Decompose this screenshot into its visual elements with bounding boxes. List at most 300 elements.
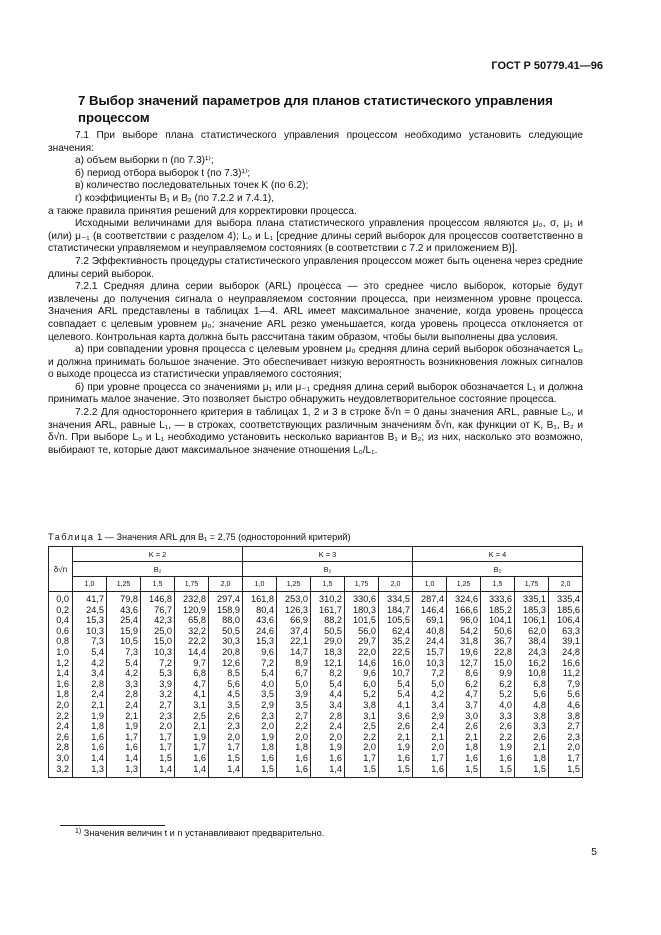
arl-value: 24,3	[528, 646, 546, 657]
arl-value: 9,7	[193, 657, 206, 668]
arl-value: 38,4	[528, 636, 546, 647]
delta-value: 0,8	[56, 636, 69, 647]
arl-value: 16,2	[528, 657, 546, 668]
table-caption-text: 1 — Значения ARL для B₁ = 2,75 (односторонний критерий)	[94, 532, 351, 542]
arl-value: 9,6	[261, 646, 274, 657]
arl-value: 50,5	[222, 625, 240, 636]
arl-value: 12,6	[222, 657, 240, 668]
arl-value: 184,7	[387, 604, 410, 615]
arl-value: 1,5	[397, 763, 410, 774]
arl-value: 5,6	[533, 689, 546, 700]
arl-value: 3,6	[397, 710, 410, 721]
arl-value: 1,7	[363, 752, 376, 763]
arl-value: 40,8	[426, 625, 444, 636]
arl-value: 1,4	[193, 763, 206, 774]
arl-value: 10,8	[528, 668, 546, 679]
arl-value: 3,0	[465, 710, 478, 721]
arl-value: 3,2	[159, 689, 172, 700]
arl-value: 166,6	[455, 604, 478, 615]
arl-value: 3,9	[159, 678, 172, 689]
arl-value: 1,9	[329, 742, 342, 753]
arl-value: 18,3	[324, 646, 342, 657]
arl-value: 10,5	[120, 636, 138, 647]
arl-value: 1,6	[295, 752, 308, 763]
arl-value: 2,8	[329, 710, 342, 721]
arl-value: 4,1	[193, 689, 206, 700]
arl-value: 7,3	[91, 636, 104, 647]
arl-value: 2,6	[465, 721, 478, 732]
arl-value: 16,6	[562, 657, 580, 668]
arl-value: 3,3	[125, 678, 138, 689]
arl-value: 106,1	[523, 615, 546, 626]
arl-value: 2,0	[431, 742, 444, 753]
arl-value: 5,4	[125, 657, 138, 668]
arl-value: 1,5	[567, 763, 580, 774]
arl-value: 3,4	[431, 699, 444, 710]
arl-value: 35,2	[392, 636, 410, 647]
arl-value: 8,2	[329, 668, 342, 679]
arl-value: 56,0	[358, 625, 376, 636]
arl-value: 22,0	[358, 646, 376, 657]
paragraph: б) при уровне процесса со значениями μ₁ или μ₋₁ средняя длина серий выборок обозначается L₁ и должна принимать малое значение. Это позволяет быстро обнаружить неудовлетворительное состояние процесса.	[48, 381, 583, 406]
arl-value: 5,3	[159, 668, 172, 679]
paragraph: 7.2 Эффективность процедуры статистического управления процессом может быть оценена через средние длины серий выборок.	[48, 255, 583, 280]
arl-value: 1,5	[499, 763, 512, 774]
delta-value: 1,6	[56, 678, 69, 689]
arl-value: 14,7	[290, 646, 308, 657]
arl-value: 25,0	[154, 625, 172, 636]
arl-value: 2,2	[295, 721, 308, 732]
arl-value: 3,8	[363, 699, 376, 710]
arl-value: 5,0	[431, 678, 444, 689]
arl-value: 1,7	[159, 731, 172, 742]
b2-value-header: 2,0	[379, 577, 413, 592]
arl-value: 3,5	[295, 699, 308, 710]
arl-value: 2,3	[159, 710, 172, 721]
arl-value: 2,3	[567, 731, 580, 742]
arl-value: 24,5	[86, 604, 104, 615]
b2-value-header: 2,0	[549, 577, 583, 592]
arl-column	[277, 592, 311, 778]
delta-value: 1,4	[56, 668, 69, 679]
list-item: б) период отбора выборок t (по 7.3)¹⁾;	[75, 167, 251, 179]
arl-value: 2,7	[159, 699, 172, 710]
arl-value: 2,5	[363, 721, 376, 732]
arl-value: 4,1	[397, 699, 410, 710]
arl-value: 1,4	[227, 763, 240, 774]
body-text	[48, 130, 583, 457]
arl-value: 1,4	[159, 763, 172, 774]
arl-value: 62,4	[392, 625, 410, 636]
arl-value: 2,6	[227, 710, 240, 721]
arl-value: 3,4	[329, 699, 342, 710]
arl-value: 1,4	[125, 752, 138, 763]
arl-value: 2,5	[193, 710, 206, 721]
arl-value: 15,3	[86, 615, 104, 626]
arl-value: 3,1	[193, 699, 206, 710]
arl-value: 24,4	[426, 636, 444, 647]
b2-header: B₂	[243, 562, 413, 577]
arl-value: 88,0	[222, 615, 240, 626]
arl-value: 79,8	[120, 594, 138, 604]
arl-value: 1,6	[125, 742, 138, 753]
arl-value: 287,4	[421, 594, 444, 604]
list-item: в) количество последовательных точек K (по 6.2);	[75, 180, 309, 192]
arl-value: 22,8	[494, 646, 512, 657]
arl-value: 50,5	[324, 625, 342, 636]
arl-value: 4,8	[533, 699, 546, 710]
arl-value: 1,5	[261, 763, 274, 774]
arl-value: 14,4	[188, 646, 206, 657]
arl-value: 253,0	[285, 594, 308, 604]
footnote	[75, 828, 324, 838]
arl-value: 297,4	[217, 594, 240, 604]
arl-value: 15,9	[120, 625, 138, 636]
b2-header: B₂	[413, 562, 583, 577]
arl-value: 2,8	[125, 689, 138, 700]
arl-value: 29,0	[324, 636, 342, 647]
paragraph: а) при совпадении уровня процесса с целевым уровнем μ₀ средняя длина серий выборок обозначается L₀ и должна принимать большое значение. Это обеспечивает низкую вероятность возникновения ложных сигналов о выходе процесса из статистически управляемого состояния;	[48, 344, 583, 381]
arl-value: 335,4	[557, 594, 580, 604]
table-caption	[48, 532, 351, 542]
arl-value: 6,8	[533, 678, 546, 689]
arl-value: 310,2	[319, 594, 342, 604]
arl-value: 2,4	[91, 689, 104, 700]
b2-value-header: 1,0	[413, 577, 447, 592]
arl-value: 10,3	[154, 646, 172, 657]
b2-header: B₂	[73, 562, 243, 577]
arl-value: 16,0	[392, 657, 410, 668]
b2-value-header: 1,5	[311, 577, 345, 592]
paragraph: 7.1 При выборе плана статистического управления процессом необходимо установить следующие значения:	[48, 130, 583, 154]
delta-value: 3,2	[56, 763, 69, 774]
arl-column	[141, 592, 175, 778]
arl-value: 4,0	[261, 678, 274, 689]
arl-value: 32,2	[188, 625, 206, 636]
arl-value: 37,4	[290, 625, 308, 636]
arl-value: 6,0	[363, 678, 376, 689]
arl-value: 50,6	[494, 625, 512, 636]
arl-value: 96,0	[460, 615, 478, 626]
arl-value: 5,4	[329, 678, 342, 689]
arl-value: 1,7	[125, 731, 138, 742]
delta-value: 0,0	[56, 594, 69, 604]
arl-value: 2,4	[431, 721, 444, 732]
paragraph: Исходными величинами для выбора плана статистического управления процессом являются μ₀, σ, μ₁ и (или) μ₋₁ (в соответствии с разделом 4); L₀ и L₁ [средние длины серий выборок для процессов соответственно в статистически управляемом и неуправляемом состояниях (в соответствии с 7.2 и приложением В)].	[48, 218, 583, 255]
arl-value: 1,5	[465, 763, 478, 774]
arl-value: 7,2	[159, 657, 172, 668]
arl-column	[379, 592, 413, 778]
b2-value-header: 1,25	[277, 577, 311, 592]
arl-value: 4,2	[431, 689, 444, 700]
arl-value: 9,9	[499, 668, 512, 679]
arl-value: 4,4	[329, 689, 342, 700]
arl-value: 1,9	[193, 731, 206, 742]
arl-value: 8,9	[295, 657, 308, 668]
arl-value: 2,1	[465, 731, 478, 742]
arl-value: 5,2	[499, 689, 512, 700]
arl-value: 63,3	[562, 625, 580, 636]
b2-value-header: 1,5	[481, 577, 515, 592]
arl-value: 5,2	[363, 689, 376, 700]
b2-value-header: 1,0	[243, 577, 277, 592]
arl-value: 6,2	[499, 678, 512, 689]
arl-value: 1,8	[533, 752, 546, 763]
arl-value: 3,8	[567, 710, 580, 721]
arl-value: 2,1	[125, 710, 138, 721]
arl-value: 4,7	[193, 678, 206, 689]
b2-value-header: 1,75	[175, 577, 209, 592]
arl-value: 2,8	[91, 678, 104, 689]
arl-value: 2,1	[431, 731, 444, 742]
arl-value: 185,3	[523, 604, 546, 615]
arl-value: 8,6	[465, 668, 478, 679]
arl-value: 2,9	[261, 699, 274, 710]
arl-column	[447, 592, 481, 778]
b2-value-header: 1,0	[73, 577, 107, 592]
arl-value: 22,5	[392, 646, 410, 657]
arl-value: 3,5	[261, 689, 274, 700]
arl-value: 1,5	[159, 752, 172, 763]
k-header: K = 2	[73, 547, 243, 562]
arl-value: 146,8	[149, 594, 172, 604]
paragraph: 7.2.1 Средняя длина серии выборок (ARL) процесса — это среднее число выборок, которые будут извлечены до получения сигнала о неуправляемом состоянии процесса, при неизменном уровне процесса. Значения ARL представлены в таблицах 1—4. ARL имеет максимальное значение, когда уровень процесса совпадает с целевым уровнем μ₀; значение ARL резко уменьшается, когда уровень процесса отклоняется от целевого. Контрольная карта должна быть рассчитана таким образом, чтобы были выполнены два условия.	[48, 281, 583, 343]
arl-value: 1,5	[533, 763, 546, 774]
arl-value: 104,1	[489, 615, 512, 626]
arl-value: 12,7	[460, 657, 478, 668]
footnote-text: Значения величин t и n устанавливают предварительно.	[81, 828, 325, 838]
arl-value: 2,3	[261, 710, 274, 721]
arl-value: 2,0	[227, 731, 240, 742]
arl-value: 2,6	[499, 721, 512, 732]
arl-value: 3,1	[363, 710, 376, 721]
arl-value: 25,4	[120, 615, 138, 626]
arl-value: 5,4	[397, 689, 410, 700]
arl-value: 69,1	[426, 615, 444, 626]
arl-value: 1,6	[91, 742, 104, 753]
arl-value: 12,1	[324, 657, 342, 668]
arl-value: 1,7	[193, 742, 206, 753]
arl-column	[107, 592, 141, 778]
delta-values-column	[49, 592, 73, 778]
b2-value-header: 1,25	[447, 577, 481, 592]
arl-value: 105,5	[387, 615, 410, 626]
delta-header: δ√n	[49, 547, 73, 592]
arl-column	[175, 592, 209, 778]
arl-value: 4,2	[91, 657, 104, 668]
arl-value: 1,6	[295, 763, 308, 774]
arl-column	[413, 592, 447, 778]
paragraph: а также правила принятия решений для корректировки процесса.	[48, 205, 357, 217]
delta-value: 3,0	[56, 752, 69, 763]
arl-value: 6,2	[465, 678, 478, 689]
arl-value: 4,0	[499, 699, 512, 710]
arl-column	[549, 592, 583, 778]
arl-value: 1,3	[125, 763, 138, 774]
arl-value: 2,0	[567, 742, 580, 753]
arl-value: 3,9	[295, 689, 308, 700]
arl-value: 22,2	[188, 636, 206, 647]
arl-value: 1,3	[91, 763, 104, 774]
arl-value: 88,2	[324, 615, 342, 626]
arl-value: 101,5	[353, 615, 376, 626]
delta-value: 0,2	[56, 604, 69, 615]
arl-value: 11,2	[562, 668, 580, 679]
page-number: 5	[591, 846, 597, 858]
arl-value: 1,6	[91, 731, 104, 742]
table-body-row	[49, 592, 583, 778]
arl-value: 185,6	[557, 604, 580, 615]
delta-value: 2,0	[56, 699, 69, 710]
arl-value: 158,9	[217, 604, 240, 615]
table-caption-label: Таблица	[48, 532, 95, 542]
arl-value: 5,4	[397, 678, 410, 689]
arl-value: 324,6	[455, 594, 478, 604]
arl-value: 43,6	[120, 604, 138, 615]
arl-value: 2,6	[533, 731, 546, 742]
arl-value: 5,4	[261, 668, 274, 679]
arl-value: 1,8	[261, 742, 274, 753]
list-item: а) объем выборки n (по 7.3)¹⁾;	[75, 155, 214, 167]
arl-value: 24,6	[256, 625, 274, 636]
arl-value: 76,7	[154, 604, 172, 615]
arl-column	[481, 592, 515, 778]
arl-value: 1,9	[397, 742, 410, 753]
arl-value: 1,8	[465, 742, 478, 753]
arl-value: 4,5	[227, 689, 240, 700]
arl-value: 2,1	[533, 742, 546, 753]
arl-value: 9,6	[363, 668, 376, 679]
arl-value: 14,6	[358, 657, 376, 668]
arl-column	[243, 592, 277, 778]
arl-value: 1,4	[329, 763, 342, 774]
arl-column	[73, 592, 107, 778]
arl-value: 180,3	[353, 604, 376, 615]
arl-value: 43,6	[256, 615, 274, 626]
arl-value: 31,8	[460, 636, 478, 647]
standard-number: ГОСТ Р 50779.41—96	[491, 60, 603, 72]
arl-value: 29,7	[358, 636, 376, 647]
delta-value: 1,2	[56, 657, 69, 668]
arl-value: 2,1	[193, 721, 206, 732]
arl-value: 126,3	[285, 604, 308, 615]
arl-value: 7,3	[125, 646, 138, 657]
delta-value: 2,8	[56, 742, 69, 753]
arl-value: 330,6	[353, 594, 376, 604]
arl-value: 2,6	[397, 721, 410, 732]
arl-value: 185,2	[489, 604, 512, 615]
list-item: г) коэффициенты B₁ и B₂ (по 7.2.2 и 7.4.1),	[75, 192, 275, 204]
arl-value: 15,0	[494, 657, 512, 668]
arl-value: 334,5	[387, 594, 410, 604]
delta-value: 2,4	[56, 721, 69, 732]
arl-value: 22,1	[290, 636, 308, 647]
arl-value: 2,4	[125, 699, 138, 710]
arl-value: 4,6	[567, 699, 580, 710]
arl-value: 24,8	[562, 646, 580, 657]
arl-value: 161,7	[319, 604, 342, 615]
arl-value: 2,0	[363, 742, 376, 753]
arl-value: 1,6	[329, 752, 342, 763]
arl-value: 41,7	[86, 594, 104, 604]
arl-column	[311, 592, 345, 778]
arl-value: 62,0	[528, 625, 546, 636]
arl-value: 42,3	[154, 615, 172, 626]
delta-value: 1,0	[56, 646, 69, 657]
arl-value: 2,7	[295, 710, 308, 721]
delta-value: 0,4	[56, 615, 69, 626]
arl-value: 4,2	[125, 668, 138, 679]
arl-value: 80,4	[256, 604, 274, 615]
b2-values-row	[49, 577, 583, 592]
arl-value: 3,3	[499, 710, 512, 721]
arl-value: 2,7	[567, 721, 580, 732]
arl-value: 333,6	[489, 594, 512, 604]
arl-value: 10,3	[86, 625, 104, 636]
k-header: K = 4	[413, 547, 583, 562]
arl-value: 15,7	[426, 646, 444, 657]
arl-column	[345, 592, 379, 778]
arl-value: 6,7	[295, 668, 308, 679]
arl-value: 10,3	[426, 657, 444, 668]
arl-value: 1,9	[91, 710, 104, 721]
arl-value: 106,4	[557, 615, 580, 626]
arl-value: 5,0	[295, 678, 308, 689]
arl-value: 3,8	[533, 710, 546, 721]
arl-value: 20,8	[222, 646, 240, 657]
arl-value: 1,5	[363, 763, 376, 774]
arl-value: 5,4	[91, 646, 104, 657]
arl-value: 6,8	[193, 668, 206, 679]
arl-value: 3,4	[91, 668, 104, 679]
footnote-mark: 1)	[75, 828, 82, 835]
arl-value: 2,1	[91, 699, 104, 710]
arl-value: 335,1	[523, 594, 546, 604]
footnote-divider	[60, 825, 165, 826]
arl-column	[209, 592, 243, 778]
arl-value: 1,4	[91, 752, 104, 763]
arl-value: 2,0	[159, 721, 172, 732]
arl-value: 2,0	[261, 721, 274, 732]
arl-value: 2,1	[397, 731, 410, 742]
arl-value: 3,3	[533, 721, 546, 732]
arl-value: 7,9	[567, 678, 580, 689]
arl-value: 2,4	[329, 721, 342, 732]
arl-value: 2,0	[329, 731, 342, 742]
arl-value: 1,6	[499, 752, 512, 763]
arl-value: 1,5	[227, 752, 240, 763]
arl-value: 10,7	[392, 668, 410, 679]
arl-value: 15,0	[154, 636, 172, 647]
arl-value: 2,2	[499, 731, 512, 742]
arl-value: 15,3	[256, 636, 274, 647]
arl-value: 3,7	[465, 699, 478, 710]
delta-value: 2,2	[56, 710, 69, 721]
arl-value: 146,4	[421, 604, 444, 615]
arl-value: 1,8	[91, 721, 104, 732]
b2-value-header: 2,0	[209, 577, 243, 592]
arl-value: 19,6	[460, 646, 478, 657]
arl-value: 2,3	[227, 721, 240, 732]
k-header: K = 3	[243, 547, 413, 562]
arl-value: 161,8	[251, 594, 274, 604]
arl-value: 39,1	[562, 636, 580, 647]
arl-value: 5,6	[567, 689, 580, 700]
arl-value: 8,5	[227, 668, 240, 679]
arl-column	[515, 592, 549, 778]
arl-value: 1,8	[295, 742, 308, 753]
arl-value: 4,7	[465, 689, 478, 700]
